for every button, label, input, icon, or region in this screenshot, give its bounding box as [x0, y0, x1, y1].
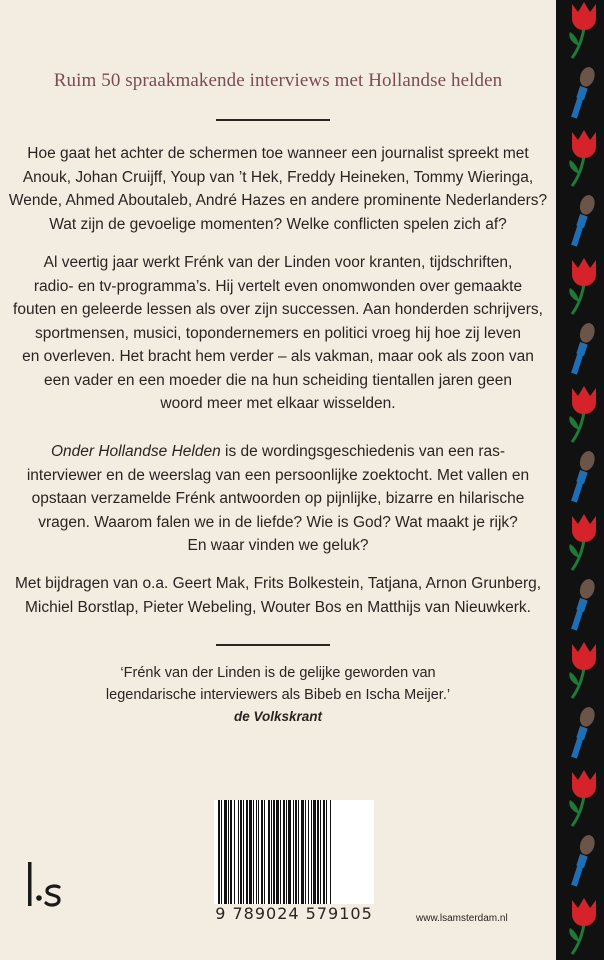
- text-line: fouten en geleerde lessen als over zijn successen. Aan honderden schrijvers,: [13, 301, 543, 318]
- isbn-number: 9 789024 579105: [215, 904, 373, 923]
- tulip-icon: [562, 382, 602, 444]
- text-line: interviewer en de weerslag van een persoonlijke zoektocht. Met vallen en: [26, 466, 530, 484]
- text-line: Michiel Borstlap, Pieter Webeling, Wouter Bos en Matthijs van Nieuwkerk.: [25, 598, 531, 616]
- text-line: En waar vinden we geluk?: [187, 537, 369, 554]
- text-line: opstaan verzamelde Frénk antwoorden op pijnlijke, bizarre en hilarische: [31, 490, 525, 507]
- bottom-divider: [216, 644, 330, 646]
- text-line: vragen. Waarom falen we in de liefde? Wie is God? Wat maakt je rijk?: [38, 513, 518, 531]
- text-line: Al veertig jaar werkt Frénk van der Linden voor kranten, tijdschriften,: [43, 254, 513, 271]
- text-line: Met bijdragen van o.a. Geert Mak, Frits Bolkestein, Tatjana, Arnon Grunberg,: [14, 575, 542, 592]
- top-divider: [216, 119, 330, 121]
- quote-line: legendarische interviewers als Bibeb en Ischa Meijer.’: [105, 686, 451, 703]
- microphone-icon: [562, 830, 602, 892]
- microphone-icon: [562, 702, 602, 764]
- paragraph-book: [0, 440, 556, 558]
- paragraph-career: [0, 251, 556, 416]
- text-line: en overleven. Het bracht hem verder – als vakman, maar ook als zoon van: [22, 348, 534, 365]
- microphone-icon: [562, 62, 602, 124]
- text-line: Wat zijn de gevoelige momenten? Welke conflicten spelen zich af?: [49, 215, 507, 233]
- quote-line: ‘Frénk van der Linden is de gelijke geworden van: [120, 665, 436, 681]
- tulip-icon: [562, 254, 602, 316]
- text-line: woord meer met elkaar wisselden.: [160, 395, 396, 412]
- text-fragment: is de wordingsgeschiedenis van een ras-: [220, 443, 506, 460]
- press-quote: [0, 663, 556, 728]
- isbn-barcode: [214, 800, 374, 904]
- text-line: [0, 440, 556, 464]
- microphone-icon: [562, 190, 602, 252]
- tulip-icon: [562, 894, 602, 956]
- tulip-icon: [562, 510, 602, 572]
- decorative-strip: [556, 0, 604, 960]
- text-line: sportmensen, musici, topondernemers en politici vroeg hij hoe zij leven: [35, 324, 521, 342]
- book-title: Onder Hollandse Helden: [50, 443, 221, 460]
- publisher-website: www.lsamsterdam.nl: [416, 913, 508, 924]
- microphone-icon: [562, 574, 602, 636]
- microphone-icon: [562, 318, 602, 380]
- text-line: Anouk, Johan Cruijff, Youp van ’t Hek, Freddy Heineken, Tommy Wieringa,: [22, 168, 534, 186]
- tulip-icon: [562, 638, 602, 700]
- tagline: Ruim 50 spraakmakende interviews met Hollandse helden: [53, 70, 503, 91]
- text-line: Wende, Ahmed Aboutaleb, André Hazes en andere prominente Nederlanders?: [8, 192, 548, 209]
- publisher-logo: [26, 860, 76, 910]
- tulip-icon: [562, 0, 602, 60]
- tulip-icon: [562, 766, 602, 828]
- text-line: een vader en een moeder die na hun scheiding tientallen jaren geen: [44, 371, 512, 389]
- paragraph-intro: [0, 142, 556, 236]
- text-line: radio- en tv-programma’s. Hij vertelt even onomwonden over gemaakte: [33, 277, 523, 295]
- paragraph-contributors: [0, 572, 556, 619]
- tulip-icon: [562, 126, 602, 188]
- quote-source: de Volkskrant: [233, 709, 323, 724]
- text-line: Hoe gaat het achter de schermen toe wanneer een journalist spreekt met: [27, 145, 529, 162]
- microphone-icon: [562, 446, 602, 508]
